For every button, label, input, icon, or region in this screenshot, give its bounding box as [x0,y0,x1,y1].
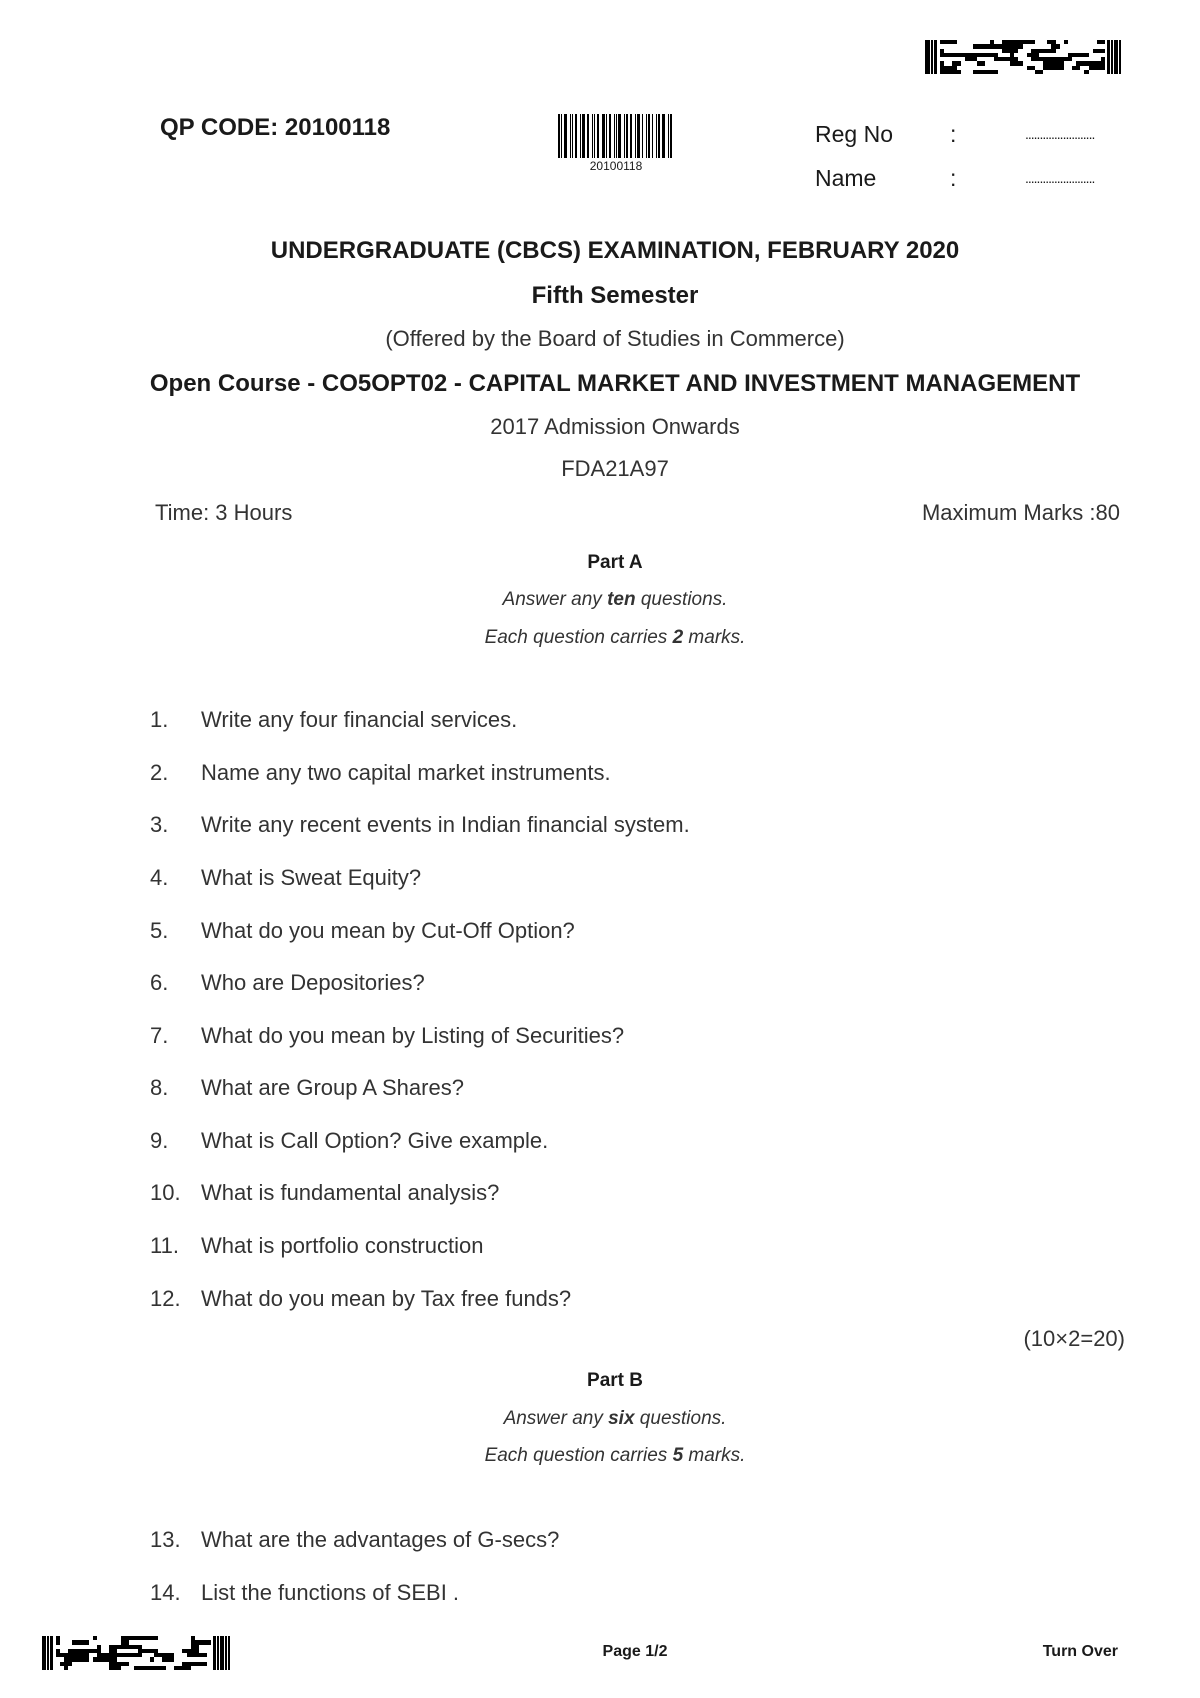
reg-no-blank: ........................ [1025,126,1095,142]
part-a-title: Part A [587,552,643,573]
part-b-title: Part B [587,1370,643,1391]
exam-time: Time: 3 Hours [155,500,293,525]
name-label: Name [815,165,877,191]
question: 11. What is portfolio construction [150,1233,484,1258]
question: 10. What is fundamental analysis? [150,1180,500,1205]
question: 8. What are Group A Shares? [150,1075,464,1100]
exam-title: UNDERGRADUATE (CBCS) EXAMINATION, FEBRUARY 2020 [270,237,960,264]
question: 4. What is Sweat Equity? [150,865,422,890]
code-left-bars [925,40,938,74]
data-matrix-top [940,40,1105,74]
candidate-info [815,112,1135,200]
exam-max-marks: Maximum Marks :80 [921,500,1120,525]
question: 13. What are the advantages of G-secs? [150,1527,560,1552]
name-colon: : [950,165,957,191]
code-right-bars [1107,40,1122,74]
question: 5. What do you mean by Cut-Off Option? [150,918,575,943]
question: 7. What do you mean by Listing of Securities? [150,1023,625,1048]
barcode-number: 20100118 [589,159,643,173]
question: 14. List the functions of SEBI . [150,1580,460,1605]
barcode-bars [558,114,674,158]
qp-code: QP CODE: 20100118 [160,114,391,141]
exam-code: FDA21A97 [561,456,669,481]
reg-no-colon: : [950,121,957,147]
question: 3. Write any recent events in Indian financial system. [150,812,690,837]
page-number: Page 1/2 [602,1643,668,1660]
qp-barcode [558,114,674,173]
exam-course: Open Course - CO5OPT02 - CAPITAL MARKET AND INVESTMENT MANAGEMENT [149,370,1081,397]
part-a-marks: (10×2=20) [1023,1326,1125,1351]
exam-board: (Offered by the Board of Studies in Commerce) [385,326,845,351]
turn-over: Turn Over [1042,1643,1118,1660]
exam-admission: 2017 Admission Onwards [490,414,740,439]
exam-semester: Fifth Semester [531,282,699,309]
part-a-instruction-1: Answer any ten questions. [502,589,728,610]
question: 12. What do you mean by Tax free funds? [150,1286,572,1311]
reg-no-label: Reg No [815,121,893,147]
part-b-instruction-2: Each question carries 5 marks. [484,1445,746,1466]
part-a-instruction-2: Each question carries 2 marks. [484,627,746,648]
question: 9. What is Call Option? Give example. [150,1128,549,1153]
question: 1. Write any four financial services. [150,707,518,732]
top-right-code [925,40,1122,74]
name-blank: ........................ [1025,170,1095,186]
question: 6. Who are Depositories? [150,970,425,995]
part-b-instruction-1: Answer any six questions. [503,1408,727,1429]
name-row [815,156,1135,200]
question: 2. Name any two capital market instruments. [150,760,611,785]
reg-no-row [815,112,1135,156]
